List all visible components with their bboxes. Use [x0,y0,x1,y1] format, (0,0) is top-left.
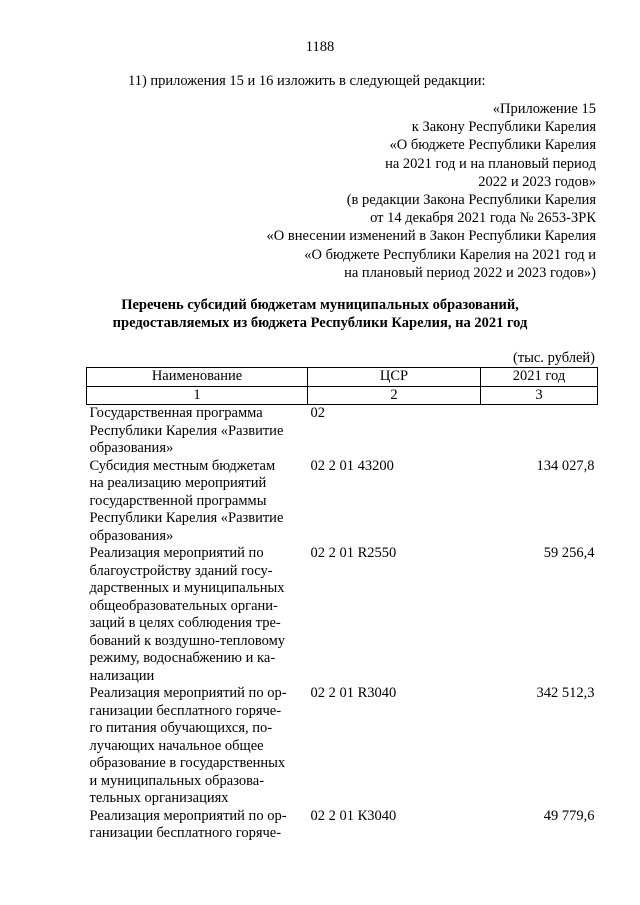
row-name-line: на реализацию мероприятий [89,475,267,491]
amendment-instruction: 11) приложения 15 и 16 изложить в следующей редакции: [128,73,486,89]
row-name-line: общеобразовательных органи- [89,597,278,614]
row-name [87,808,308,843]
row-name-line: Реализация мероприятий по ор- [89,807,287,824]
row-csr: 02 2 01 К3040 [310,807,397,824]
appendix-header-line: от 14 декабря 2021 года № 2653-ЗРК [370,210,596,227]
row-amount [481,405,598,458]
appendix-header-line: на плановый период 2022 и 2023 годов») [344,264,596,281]
row-name-line: Реализация мероприятий по [89,545,264,561]
row-name-line: го питания обучающихся, по- [89,720,273,736]
table-column-number-row [87,386,598,405]
row-csr: 02 [310,405,325,421]
row-name-line: Субсидия местным бюджетам [89,457,276,474]
appendix-header-line: (в редакции Закона Республики Карелия [346,192,596,209]
row-name-line: режиму, водоснабжению и ка- [89,650,276,666]
document-title-line: предоставляемых из бюджета Республики Карелия, на 2021 год [112,315,528,331]
row-name-line: Республики Карелия «Развитие [89,422,284,439]
row-name-line: Республики Карелия «Развитие [89,510,284,526]
row-amount: 59 256,4 [543,545,595,561]
unit-label: (тыс. рублей) [513,350,595,366]
row-name-line: и муниципальных образова- [89,772,265,789]
appendix-header-line: к Закону Республики Карелия [411,119,596,136]
row-name-line: образования» [89,527,174,544]
page-number: 1188 [305,39,335,55]
row-name [87,405,308,458]
row-name-line: дарственных и муниципальных [89,580,285,596]
row-name-line: ганизации бесплатного горяче- [89,702,282,719]
row-name-line: ганизации бесплатного горяче- [89,825,282,841]
row-csr: 02 2 01 43200 [310,457,394,474]
column-header-year: 2021 год [481,368,598,387]
table-row [87,458,598,546]
table-row [87,405,598,458]
row-csr: 02 2 01 R3040 [310,685,397,701]
appendix-header [267,100,596,282]
row-name-line: государственной программы [89,492,267,509]
row-name [87,545,308,685]
row-name-line: благоустройству зданий госу- [89,562,273,579]
row-amount: 342 512,3 [536,685,595,701]
subsidy-table [86,367,598,843]
row-name [87,458,308,546]
column-number: 3 [481,386,598,405]
table-row [87,685,598,808]
document-title-line: Перечень субсидий бюджетам муниципальных образований, [121,297,519,313]
row-name-line: образования» [89,440,174,456]
row-name-line: Реализация мероприятий по ор- [89,685,287,701]
row-name-line: нализации [89,667,155,684]
table-header-row [87,368,598,387]
appendix-header-line: «О внесении изменений в Закон Республики Карелия [266,228,596,245]
row-name [87,685,308,808]
appendix-header-line: 2022 и 2023 годов» [478,173,596,190]
row-name-line: лучающих начальное общее [89,737,264,754]
row-name-line: заций в целях соблюдения тре- [89,615,281,631]
row-amount: 134 027,8 [536,457,595,474]
column-number: 1 [87,386,308,405]
row-name-line: образование в государственных [89,755,286,771]
row-name-line: бований к воздушно-тепловому [89,632,286,649]
column-header-csr: ЦСР [308,368,481,387]
row-name-line: тельных организациях [89,790,229,806]
appendix-header-line: «О бюджете Республики Карелия [389,137,596,154]
column-number: 2 [308,386,481,405]
table-row [87,808,598,843]
row-amount: 49 779,6 [543,807,595,824]
row-name-line: Государственная программа [89,405,263,421]
appendix-header-line: «Приложение 15 [492,101,596,117]
document-title [0,296,640,332]
appendix-header-line: «О бюджете Республики Карелия на 2021 год и [304,246,596,263]
row-csr: 02 2 01 R2550 [310,545,397,561]
table-row [87,545,598,685]
column-header-name: Наименование [87,368,308,387]
appendix-header-line: на 2021 год и на плановый период [385,155,596,172]
